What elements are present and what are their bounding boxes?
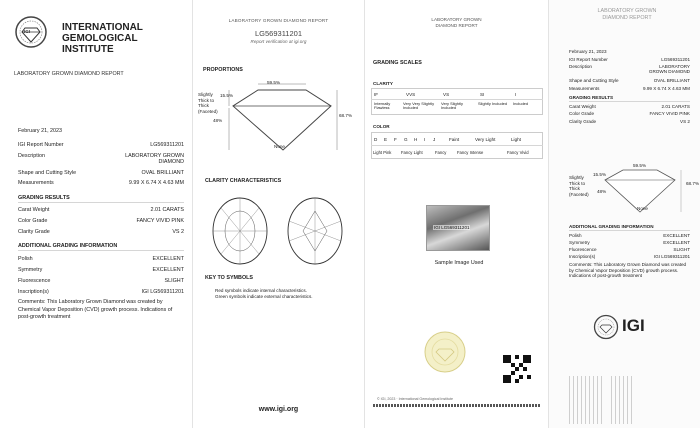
- website[interactable]: www.igi.org: [258, 406, 299, 413]
- field-row: [18, 153, 184, 165]
- additional-label: Polish: [569, 233, 582, 238]
- field-value: 9.99 X 6.74 X 4.63 MM: [643, 86, 690, 91]
- color-grade: D: [374, 137, 378, 142]
- igi-seal-icon: [593, 314, 619, 340]
- divider: [569, 230, 690, 231]
- clarity-plot-diagram: [207, 196, 357, 266]
- comments: Comments: This Laboratory Grown Diamond was created by Chemical Vapor Deposition (CVD) growth process. Indications of post-growth treatment: [18, 299, 173, 320]
- field-value: OVAL BRILLIANT: [653, 78, 690, 83]
- additional-value: SLIGHT: [164, 278, 184, 284]
- proportions-heading: PROPORTIONS: [203, 67, 243, 73]
- grading-value: VS 2: [172, 229, 184, 235]
- grading-label: Color Grade: [18, 218, 48, 224]
- field-label: Description: [18, 153, 45, 159]
- grading-value: 2.01 CARATS: [661, 104, 690, 109]
- microprint-bar: [373, 404, 540, 407]
- panel-header: [365, 17, 548, 29]
- clarity-desc: Included: [513, 101, 529, 106]
- additional-value: EXCELLENT: [663, 233, 690, 238]
- table-pct: 59.5%: [633, 163, 647, 168]
- field-row: [569, 86, 690, 91]
- panel-header: LABORATORY GROWN DIAMOND REPORT: [228, 18, 329, 23]
- grading-row: [569, 111, 690, 116]
- org-line-2: GEMOLOGICAL: [62, 33, 138, 44]
- copyright: © IGI, 2023 · International Gemological Institute: [377, 397, 453, 401]
- grading-label: Clarity Grade: [569, 119, 597, 124]
- clarity-desc: Slightly Included: [478, 101, 508, 106]
- clarity-scale-label: CLARITY: [373, 81, 393, 86]
- field-row: [569, 64, 690, 74]
- field-row: [569, 78, 690, 83]
- field-value: LG569311201: [661, 57, 690, 62]
- org-line-3: INSTITUTE: [62, 44, 114, 55]
- key-line-2: Green symbols indicate external characteristics.: [215, 294, 313, 299]
- report-panel-grading-scales: [365, 0, 549, 428]
- header-line-2: DIAMOND REPORT: [435, 23, 478, 28]
- additional-value: IGI LG569311201: [653, 254, 690, 259]
- depth-pct: 68.7%: [339, 113, 353, 118]
- additional-value: EXCELLENT: [152, 267, 184, 273]
- additional-row: [18, 289, 184, 295]
- color-grade: F: [394, 137, 397, 142]
- grading-label: Carat Weight: [18, 207, 50, 213]
- igi-logo: IGI: [622, 316, 645, 335]
- grading-value: FANCY VIVID PINK: [649, 111, 690, 116]
- clarity-grade: IF: [374, 92, 379, 97]
- field-row: [18, 142, 184, 148]
- report-panel-summary: [549, 0, 700, 428]
- grading-value: VS 2: [680, 119, 690, 124]
- additional-label: Polish: [18, 256, 33, 262]
- grading-results-heading: GRADING RESULTS: [569, 95, 614, 100]
- pavilion-pct: 48%: [597, 189, 607, 194]
- color-grade: I: [424, 137, 426, 142]
- table-pct: 59.5%: [267, 80, 281, 85]
- field-value: LG569311201: [150, 142, 184, 148]
- divider: [569, 101, 690, 102]
- clarity-grade: SI: [480, 92, 485, 97]
- field-label: IGI Report Number: [18, 142, 64, 148]
- color-grade: G: [404, 137, 408, 142]
- grading-row: [569, 104, 690, 109]
- clarity-grade: VS: [443, 92, 450, 97]
- color-desc: Light Pink: [373, 150, 392, 155]
- field-label: Measurements: [569, 86, 600, 91]
- additional-label: Symmetry: [569, 240, 590, 245]
- report-panel-proportions: [193, 0, 365, 428]
- grading-value: FANCY VIVID PINK: [136, 218, 184, 224]
- clarity-desc: Internally Flawless: [374, 101, 391, 111]
- clarity-heading: CLARITY CHARACTERISTICS: [205, 178, 282, 184]
- report-date: February 21, 2023: [569, 49, 607, 54]
- grading-label: Carat Weight: [569, 104, 596, 109]
- divider: [18, 250, 184, 251]
- igi-seal-icon: [14, 15, 48, 53]
- additional-row: [569, 233, 690, 238]
- field-label: Shape and Cutting Style: [569, 78, 619, 83]
- additional-value: SLIGHT: [673, 247, 690, 252]
- color-grade: E: [384, 137, 388, 142]
- grading-scales-heading: GRADING SCALES: [373, 60, 422, 66]
- key-line-1: Red symbols indicate internal characteristics.: [215, 288, 307, 293]
- field-label: Shape and Cutting Style: [18, 170, 77, 176]
- field-label: IGI Report Number: [569, 57, 608, 62]
- color-scale-label: COLOR: [373, 124, 390, 129]
- field-label: Measurements: [18, 180, 54, 186]
- seal-text: IGI: [24, 29, 31, 34]
- report-title: LABORATORY GROWN DIAMOND REPORT: [14, 71, 124, 77]
- additional-label: Symmetry: [18, 267, 43, 273]
- divider: [371, 145, 543, 146]
- additional-label: Inscription(s): [569, 254, 596, 259]
- sample-girdle-image: [426, 205, 490, 251]
- additional-label: Fluorescence: [18, 278, 51, 284]
- divider: [18, 202, 184, 203]
- additional-value: IGI LG569311201: [141, 289, 184, 295]
- org-line-1: INTERNATIONAL: [62, 22, 143, 33]
- qr-code-icon[interactable]: [503, 355, 531, 383]
- hologram-seal-icon: [423, 330, 467, 374]
- verify-text: Report verification at igi.org: [250, 39, 307, 44]
- color-grade: Very Light: [475, 137, 496, 142]
- org-name: [62, 22, 143, 55]
- clarity-grade: VVS: [406, 92, 416, 97]
- field-label: Description: [569, 64, 592, 69]
- report-date: February 21, 2023: [18, 128, 63, 134]
- additional-row: [18, 256, 184, 262]
- additional-label: Fluorescence: [569, 247, 597, 252]
- grading-label: Clarity Grade: [18, 229, 50, 235]
- culet: None: [274, 144, 285, 149]
- crown-pct: 15.5%: [220, 93, 234, 98]
- comments: Comments: This Laboratory Grown Diamond was created by Chemical Vapor Deposition (CVD) growth process. Indications of post-growth treatment: [569, 262, 687, 279]
- rotated-stub-lines: [569, 376, 605, 424]
- crown-pct: 15.5%: [593, 172, 607, 177]
- key-heading: KEY TO SYMBOLS: [205, 275, 254, 281]
- field-row: [18, 170, 184, 176]
- additional-heading: ADDITIONAL GRADING INFORMATION: [569, 224, 654, 229]
- clarity-desc: Very Very Slightly Included: [403, 101, 435, 111]
- additional-heading: ADDITIONAL GRADING INFORMATION: [18, 243, 118, 249]
- color-desc: Fancy Intense: [457, 150, 484, 155]
- grading-label: Color Grade: [569, 111, 595, 116]
- additional-row: [569, 240, 690, 245]
- field-row: [569, 57, 690, 62]
- culet: None: [637, 206, 648, 211]
- girdle-text: Slightly Thick to Thick (Faceted): [569, 175, 589, 197]
- additional-row: [18, 267, 184, 273]
- grading-row: [18, 218, 184, 224]
- field-value: LABORATORY GROWN DIAMOND: [648, 64, 690, 74]
- color-grade: Faint: [449, 137, 460, 142]
- field-value: LABORATORY GROWN DIAMOND: [125, 153, 184, 165]
- pavilion-pct: 48%: [213, 118, 223, 123]
- color-desc: Fancy Vivid: [507, 150, 529, 155]
- additional-row: [18, 278, 184, 284]
- field-value: OVAL BRILLIANT: [141, 170, 184, 176]
- depth-pct: 68.7%: [686, 181, 700, 186]
- color-grade: H: [414, 137, 418, 142]
- additional-value: EXCELLENT: [663, 240, 690, 245]
- grading-row: [18, 207, 184, 213]
- field-row: [18, 180, 184, 186]
- color-grade: J: [433, 137, 436, 142]
- sample-caption: Sample Image Used: [434, 260, 484, 266]
- grading-row: [18, 229, 184, 235]
- color-desc: Fancy Light: [401, 150, 423, 155]
- divider: [371, 99, 543, 100]
- additional-value: EXCELLENT: [152, 256, 184, 262]
- color-desc: Fancy: [435, 150, 447, 155]
- grading-results-heading: GRADING RESULTS: [18, 195, 70, 201]
- color-grade: Light: [511, 137, 521, 142]
- clarity-desc: Very Slightly Included: [441, 101, 464, 111]
- grading-value: 2.01 CARATS: [150, 207, 184, 213]
- field-value: 9.99 X 6.74 X 4.63 MM: [128, 180, 184, 186]
- header-line-1: LABORATORY GROWN: [431, 17, 482, 22]
- grading-row: [569, 119, 690, 124]
- additional-label: Inscription(s): [18, 289, 49, 295]
- additional-row: [569, 254, 690, 259]
- report-panel-main: [0, 0, 193, 428]
- rotated-stub-lines: [611, 376, 635, 424]
- panel-header: LABORATORY GROWN DIAMOND REPORT: [597, 8, 657, 21]
- report-number: LG569311201: [255, 29, 302, 38]
- girdle-inscription: IGI LG569311201: [434, 225, 470, 230]
- girdle-text: Slightly Thick to Thick (Faceted): [198, 92, 218, 114]
- additional-row: [569, 247, 690, 252]
- clarity-grade: I: [515, 92, 517, 97]
